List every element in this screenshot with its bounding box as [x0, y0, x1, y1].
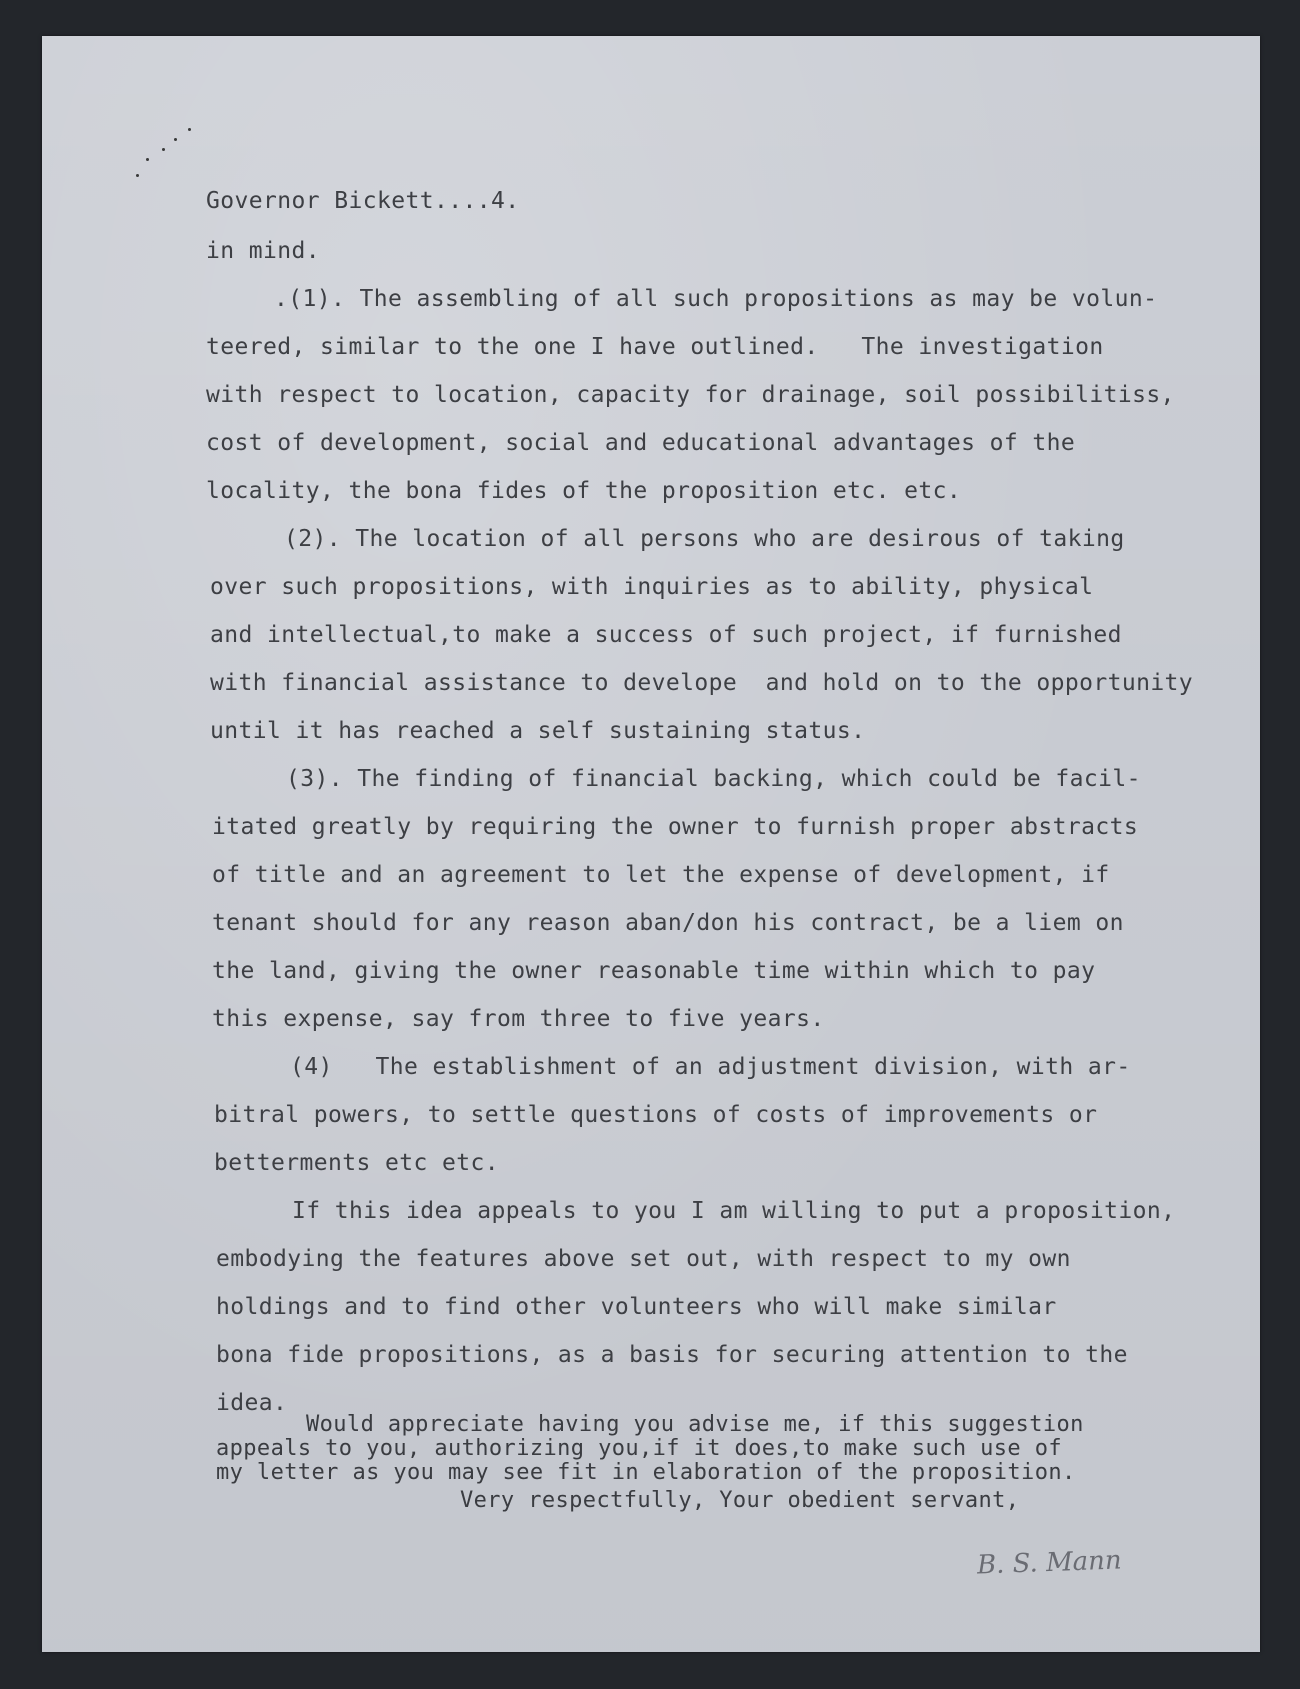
letter-line: in mind. — [206, 238, 320, 264]
letter-line: .(1). The assembling of all such propositions as may be volun- — [274, 286, 1158, 312]
signature: B. S. Mann — [976, 1545, 1123, 1581]
letter-line: betterments etc etc. — [214, 1150, 499, 1176]
letter-line: until it has reached a self sustaining status. — [210, 718, 866, 744]
letter-line: the land, giving the owner reasonable time within which to pay — [212, 958, 1096, 984]
letter-page — [42, 36, 1260, 1652]
letter-line: itated greatly by requiring the owner to furnish proper abstracts — [212, 814, 1139, 840]
letter-line: tenant should for any reason aban/don his contract, be a liem on — [212, 910, 1124, 936]
letter-line: idea. — [216, 1390, 288, 1416]
letter-header: Governor Bickett....4. — [206, 188, 520, 214]
letter-line: (4) The establishment of an adjustment division, with ar- — [290, 1054, 1131, 1080]
letter-line: If this idea appeals to you I am willing to put a proposition, — [292, 1198, 1176, 1224]
letter-line: teered, similar to the one I have outlined. The investigation — [206, 334, 1104, 360]
letter-line: my letter as you may see fit in elaboration of the proposition. — [216, 1460, 1076, 1485]
letter-line: bona fide propositions, as a basis for securing attention to the — [216, 1342, 1128, 1368]
letter-line: embodying the features above set out, with respect to my own — [216, 1246, 1071, 1272]
letter-line: appeals to you, authorizing you,if it does,to make such use of — [216, 1436, 1062, 1461]
letter-line: with financial assistance to develope and hold on to the opportunity — [210, 670, 1194, 696]
letter-body — [42, 36, 1260, 1652]
letter-line: this expense, say from three to five years. — [212, 1006, 825, 1032]
letter-line: bitral powers, to settle questions of costs of improvements or — [214, 1102, 1098, 1128]
letter-line: Very respectfully, Your obedient servant, — [460, 1488, 1020, 1513]
letter-line: over such propositions, with inquiries as to ability, physical — [210, 574, 1094, 600]
letter-line: locality, the bona fides of the proposition etc. etc. — [206, 478, 962, 504]
letter-line: (2). The location of all persons who are desirous of taking — [284, 526, 1125, 552]
letter-line: Would appreciate having you advise me, if this suggestion — [306, 1412, 1084, 1437]
letter-line: holdings and to find other volunteers who will make similar — [216, 1294, 1057, 1320]
letter-line: cost of development, social and educational advantages of the — [206, 430, 1076, 456]
letter-line: and intellectual,to make a success of such project, if furnished — [210, 622, 1122, 648]
letter-line: (3). The finding of financial backing, which could be facil- — [286, 766, 1141, 792]
letter-line: of title and an agreement to let the expense of development, if — [212, 862, 1110, 888]
letter-line: with respect to location, capacity for drainage, soil possibilitiss, — [206, 382, 1175, 408]
